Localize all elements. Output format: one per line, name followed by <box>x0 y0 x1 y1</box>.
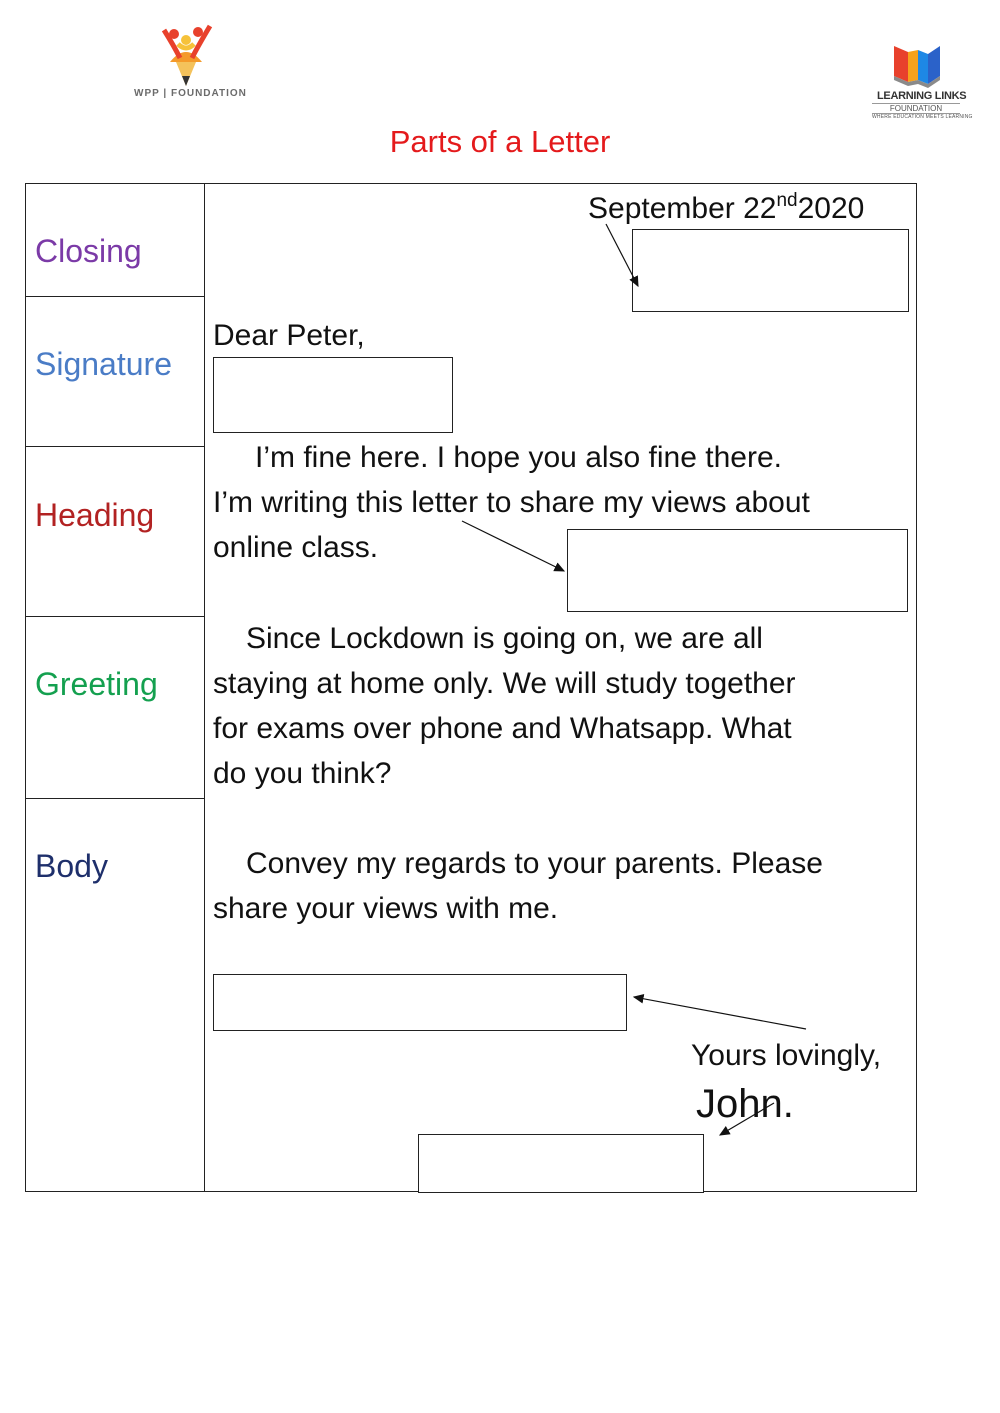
label-greeting[interactable]: Greeting <box>35 666 158 702</box>
arrow-closing <box>634 997 806 1029</box>
label-signature[interactable]: Signature <box>35 346 172 382</box>
body-line: share your views with me. <box>213 892 559 925</box>
page-title: Parts of a Letter <box>389 124 611 159</box>
letter-closing: Yours lovingly, <box>691 1039 882 1072</box>
body-line: for exams over phone and Whatsapp. What <box>213 712 792 745</box>
letter-date: September 22nd2020 <box>588 190 865 225</box>
wpp-foundation-wordmark: WPP | FOUNDATION <box>134 88 247 99</box>
arrow-date <box>606 224 638 286</box>
arrow-body <box>462 521 564 571</box>
body-line: do you think? <box>213 757 392 790</box>
label-closing[interactable]: Closing <box>35 233 142 269</box>
body-line: Convey my regards to your parents. Please <box>246 847 823 880</box>
label-body[interactable]: Body <box>35 848 108 884</box>
body-line: online class. <box>213 531 379 564</box>
label-heading[interactable]: Heading <box>35 497 155 533</box>
logo-tagline: WHERE EDUCATION MEETS LEARNING <box>872 114 973 120</box>
logo-wordmark-line2: FOUNDATION <box>872 103 960 114</box>
body-line: staying at home only. We will study together <box>213 667 796 700</box>
body-line: Since Lockdown is going on, we are all <box>246 622 763 655</box>
letter-signature: John. <box>696 1082 794 1126</box>
letter-greeting: Dear Peter, <box>213 319 365 352</box>
body-line: I’m fine here. I hope you also fine there. <box>255 441 782 474</box>
logo-wordmark-line1: LEARNING LINKS <box>877 90 967 102</box>
arrow-signature <box>720 1103 774 1135</box>
body-line: I’m writing this letter to share my views about <box>213 486 810 519</box>
